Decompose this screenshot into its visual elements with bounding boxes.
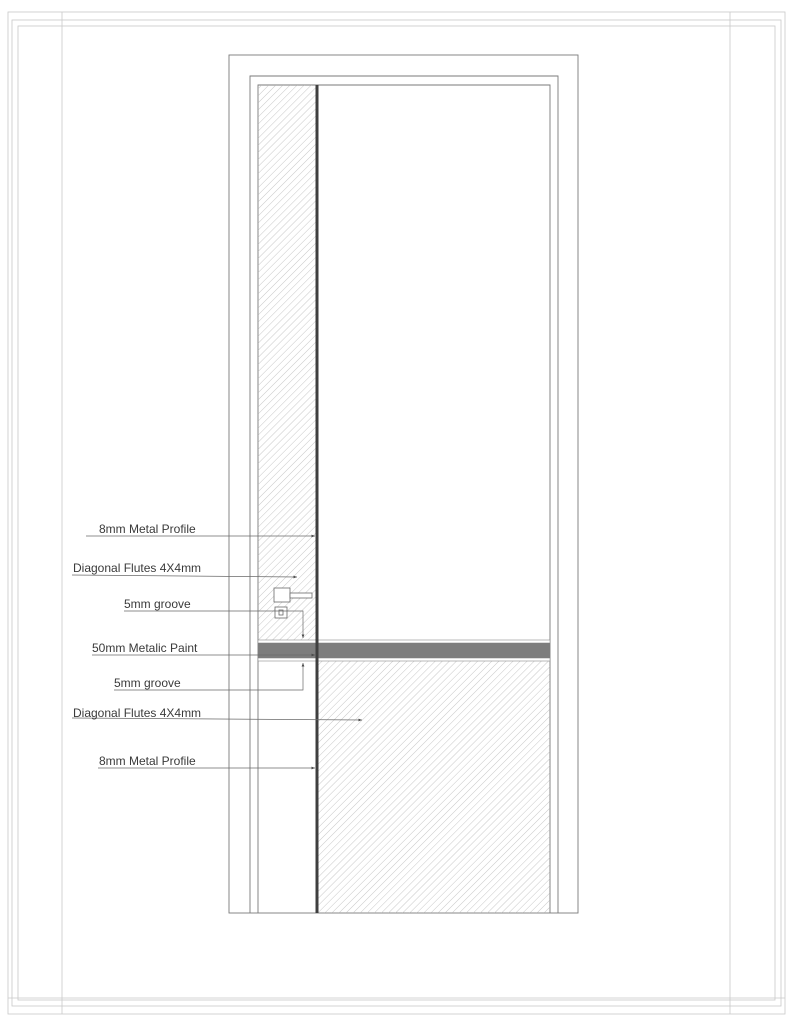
label-groove-top: 5mm groove — [124, 597, 191, 611]
label-groove-bottom: 5mm groove — [114, 676, 181, 690]
diagonal-flutes-lower-panel — [317, 660, 550, 913]
label-metalic-paint: 50mm Metalic Paint — [92, 641, 198, 655]
groove-top-line — [258, 640, 550, 643]
groove-bottom-line — [258, 658, 550, 661]
label-metal-profile-bottom: 8mm Metal Profile — [99, 754, 196, 768]
diagonal-flutes-upper-strip — [258, 85, 317, 642]
label-metal-profile-top: 8mm Metal Profile — [99, 522, 196, 536]
label-diagonal-flutes-bottom: Diagonal Flutes 4X4mm — [73, 706, 202, 720]
label-diagonal-flutes-top: Diagonal Flutes 4X4mm — [73, 561, 202, 575]
metallic-paint-band — [258, 643, 550, 658]
